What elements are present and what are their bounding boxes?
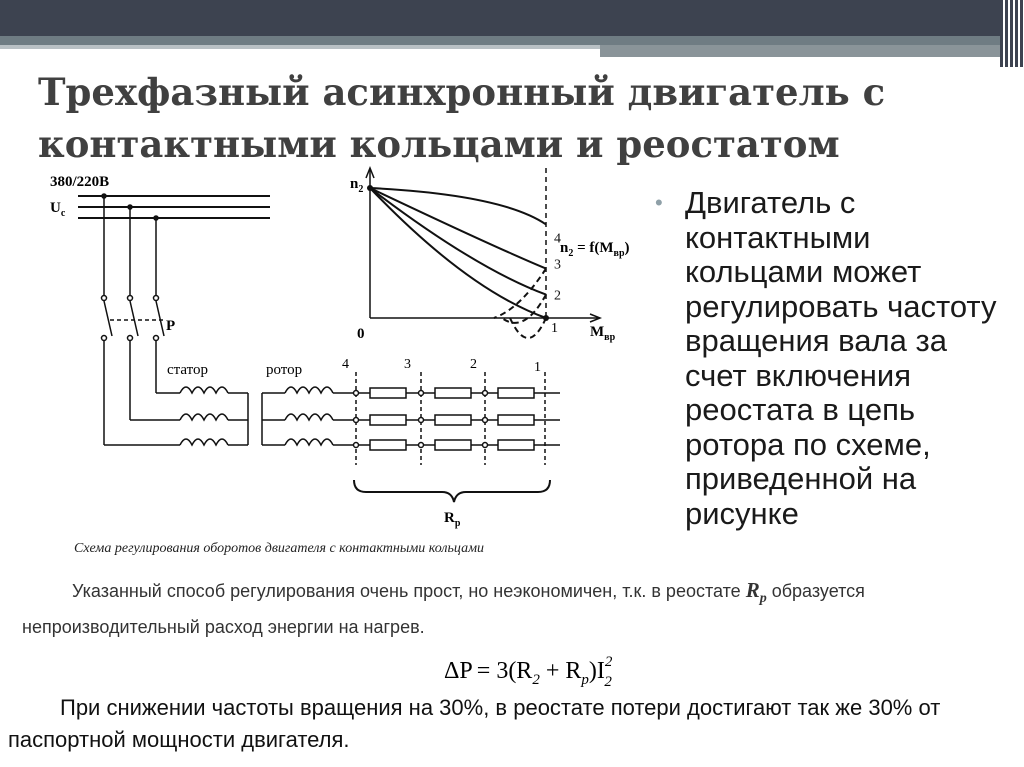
chart-start-point bbox=[367, 185, 373, 191]
paragraph-efficiency-main: Указанный способ регулирования очень прост, но неэкономичен, т.к. в реостате bbox=[72, 581, 746, 601]
chart-curve-label-3: 3 bbox=[554, 257, 561, 273]
header-bar bbox=[0, 0, 1024, 36]
rp-label: $R_p$ bbox=[444, 510, 461, 529]
position-1: 1 bbox=[534, 360, 541, 375]
header-stripe-light bbox=[0, 45, 600, 49]
chart-end-point bbox=[543, 315, 549, 321]
bullet-text: Двигатель с контактными кольцами может регулировать частоту вращения вала за счет включения реостата в цепь ротора по схеме, приведенной на рисунке bbox=[685, 185, 997, 531]
stator-label: статор bbox=[167, 362, 209, 378]
rotor-label: ротор bbox=[266, 362, 303, 378]
bullet-icon: • bbox=[655, 190, 663, 215]
chart-series-4 bbox=[370, 188, 546, 269]
rp-symbol-sub: p bbox=[759, 591, 767, 607]
header-stripe-accent bbox=[600, 45, 1000, 57]
chart-series-3 bbox=[370, 188, 546, 295]
header-stripe bbox=[0, 36, 1000, 45]
position-4: 4 bbox=[342, 357, 349, 372]
paragraph-losses: При снижении частоты вращения на 30%, в реостате потери достигают так же 30% от паспортной мощности двигателя. bbox=[8, 695, 941, 752]
voltage-label: 380/220В bbox=[50, 174, 110, 190]
chart-curve-label-2: 2 bbox=[554, 288, 561, 304]
formula-text: $\Delta P = 3(R_2 + R_p)I^2$ 2 bbox=[444, 654, 613, 690]
chart-equation: $n_2 = f(M_{вр})$ bbox=[560, 240, 630, 259]
chart-x-tick: 1 bbox=[551, 321, 558, 336]
slide-title: Трехфазный асинхронный двигатель с контактными кольцами и реостатом bbox=[38, 70, 886, 166]
loss-formula bbox=[444, 646, 704, 690]
chart-curve-label-4: 4 bbox=[554, 231, 561, 247]
figure-caption: Схема регулирования оборотов двигателя с контактными кольцами bbox=[74, 541, 485, 556]
chart-y-label: $n_2$ bbox=[350, 176, 364, 195]
position-2: 2 bbox=[470, 357, 477, 372]
chart-series-tail-2 bbox=[510, 318, 546, 338]
uc-label: $U_c$ bbox=[50, 200, 66, 219]
chart-origin-label: 0 bbox=[357, 326, 365, 342]
rp-symbol bbox=[745, 578, 767, 607]
speed-torque-chart bbox=[350, 168, 630, 343]
header-corner-pattern bbox=[1000, 0, 1024, 67]
position-3: 3 bbox=[404, 357, 411, 372]
rp-symbol-letter: R bbox=[745, 578, 760, 602]
paragraph-efficiency bbox=[22, 576, 1012, 642]
circuit-diagram bbox=[30, 160, 630, 540]
switch-label: Р bbox=[166, 318, 176, 334]
supply-lines bbox=[78, 196, 270, 218]
chart-series-natural bbox=[370, 188, 546, 224]
chart-series-tail-4 bbox=[494, 269, 546, 318]
paragraph-efficiency-end: образуется непроизводительный расход энергии на нагрев. bbox=[22, 581, 865, 638]
chart-x-label: $M_{вр}$ bbox=[590, 324, 616, 343]
